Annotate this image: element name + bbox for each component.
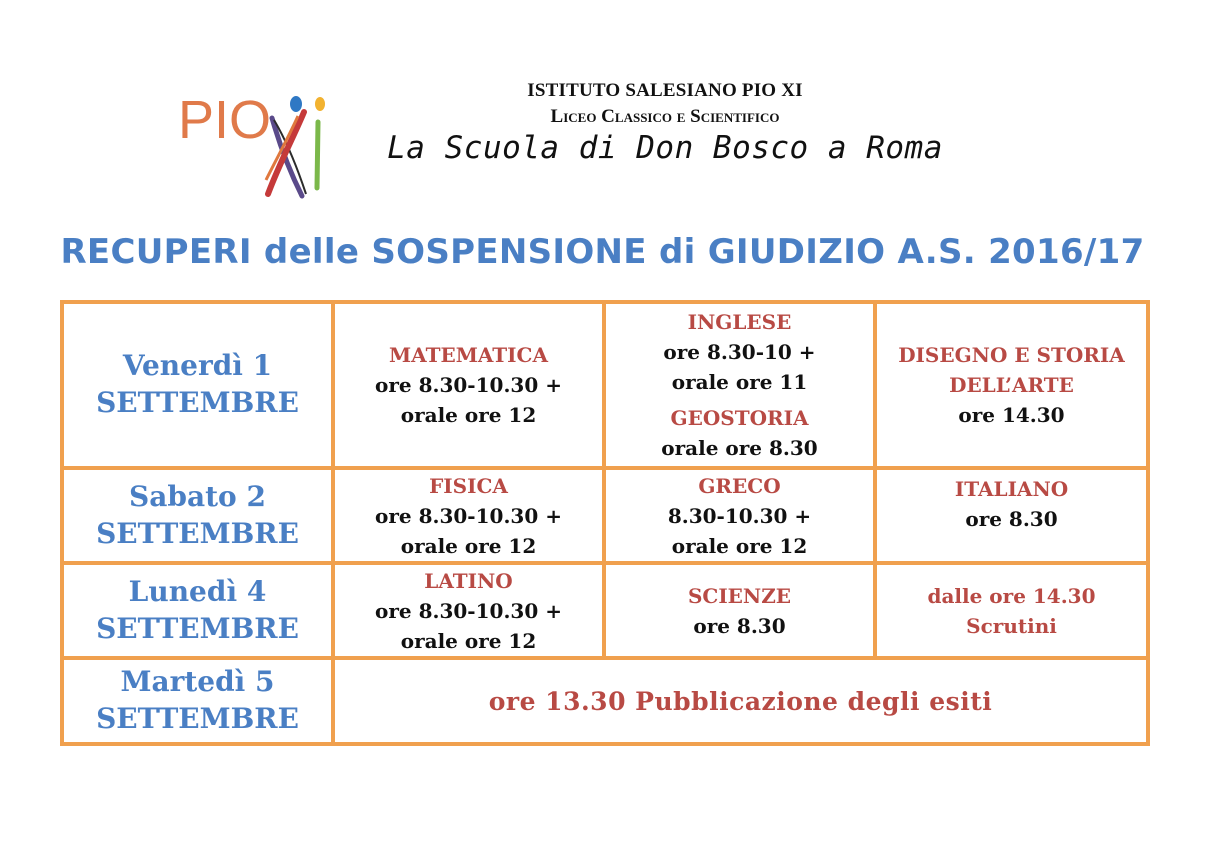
- page-title: RECUPERI delle SOSPENSIONE di GIUDIZIO A.S. 2016/17: [60, 232, 1145, 272]
- publication-note: ore 13.30 Pubblicazione degli esiti: [488, 686, 993, 716]
- time-label: ore 8.30: [965, 507, 1058, 531]
- subject-label: INGLESE: [687, 310, 792, 334]
- subject-label: SCIENZE: [687, 583, 792, 608]
- exam-cell: [875, 468, 1148, 563]
- subject-label: GRECO: [698, 473, 781, 498]
- time-label: ore 8.30-10.30 +: [375, 598, 562, 623]
- table-row: [62, 302, 1148, 468]
- exam-cell: [604, 468, 875, 563]
- exam-cell: [333, 563, 604, 658]
- table-row: [62, 658, 1148, 744]
- time-label: orale ore 12: [671, 533, 808, 558]
- month-label: SETTEMBRE: [96, 386, 299, 419]
- day-label: Venerdì 1: [122, 349, 273, 383]
- time-label: orale ore 12: [400, 628, 537, 653]
- svg-text:PIO: PIO: [178, 90, 272, 150]
- exam-cell: [333, 302, 604, 468]
- table-row: [62, 563, 1148, 658]
- subject-label: LATINO: [424, 568, 513, 593]
- time-label: orale ore 11: [671, 370, 808, 394]
- day-cell: [62, 563, 333, 658]
- month-label: SETTEMBRE: [96, 611, 299, 645]
- subject-label: FISICA: [429, 473, 508, 498]
- time-label: orale ore 8.30: [661, 436, 818, 460]
- school-logo: [176, 76, 336, 200]
- schedule-table: [60, 300, 1150, 746]
- time-label: orale ore 12: [400, 533, 537, 558]
- subject-label: ITALIANO: [954, 477, 1069, 501]
- school-header: [360, 80, 970, 166]
- time-label: ore 8.30-10.30 +: [375, 503, 562, 528]
- month-label: SETTEMBRE: [96, 702, 299, 735]
- subject-label: DELL’ARTE: [949, 373, 1074, 397]
- time-label: 8.30-10.30 +: [667, 503, 812, 528]
- exam-cell: [333, 468, 604, 563]
- time-label: ore 14.30: [958, 403, 1065, 427]
- time-label: ore 8.30-10.30 +: [375, 373, 562, 397]
- note-label: Scrutini: [966, 613, 1057, 638]
- day-cell: [62, 468, 333, 563]
- subject-label: GEOSTORIA: [670, 406, 809, 430]
- school-type: Liceo Classico e Scientifico: [550, 106, 780, 127]
- month-label: SETTEMBRE: [96, 516, 299, 550]
- day-label: Sabato 2: [129, 479, 266, 513]
- exam-cell: [604, 563, 875, 658]
- exam-cell: [875, 563, 1148, 658]
- table-row: [62, 468, 1148, 563]
- time-label: orale ore 12: [400, 403, 537, 427]
- time-label: ore 8.30: [693, 613, 786, 638]
- time-label: ore 8.30-10 +: [663, 340, 816, 364]
- day-label: Martedì 5: [120, 665, 275, 699]
- day-label: Lunedì 4: [128, 574, 267, 608]
- note-label: dalle ore 14.30: [927, 583, 1096, 608]
- results-cell: [333, 658, 1148, 744]
- subject-label: MATEMATICA: [389, 343, 548, 367]
- institute-name: ISTITUTO SALESIANO PIO XI: [527, 80, 803, 101]
- exam-cell: [875, 302, 1148, 468]
- subject-label: DISEGNO E STORIA: [898, 343, 1125, 367]
- exam-cell: [604, 302, 875, 468]
- school-motto: La Scuola di Don Bosco a Roma: [387, 130, 943, 166]
- day-cell: [62, 658, 333, 744]
- day-cell: [62, 302, 333, 468]
